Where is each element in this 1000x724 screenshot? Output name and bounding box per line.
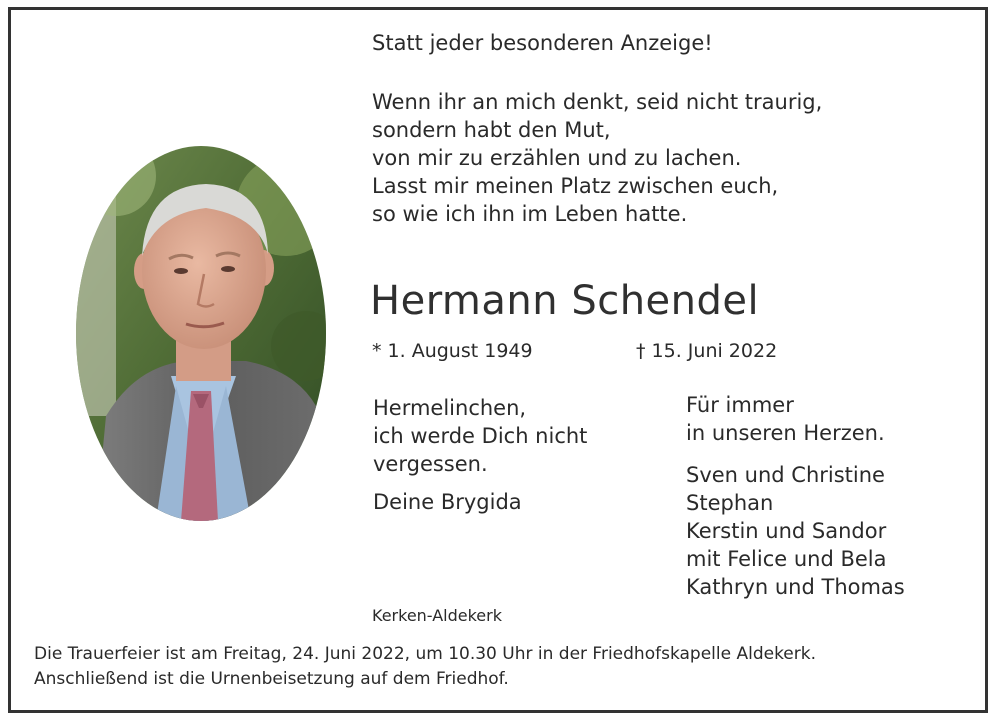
notice-heading: Statt jeder besonderen Anzeige! <box>372 31 713 55</box>
family-member: Kathryn und Thomas <box>686 575 905 599</box>
family-member: Stephan <box>686 491 774 515</box>
birth-date: * 1. August 1949 <box>372 340 533 362</box>
poem-line: Wenn ihr an mich denkt, seid nicht traurig, <box>372 90 823 114</box>
deceased-name: Hermann Schendel <box>370 278 760 324</box>
message-line: ich werde Dich nicht <box>373 424 588 448</box>
spouse-signature: Deine Brygida <box>373 490 522 514</box>
funeral-line: Die Trauerfeier ist am Freitag, 24. Juni 2022, um 10.30 Uhr in der Friedhofskapelle Aldekerk. <box>34 644 817 664</box>
portrait-photo <box>76 146 326 521</box>
family-member: Sven und Christine <box>686 463 885 487</box>
message-line: Hermelinchen, <box>373 396 527 420</box>
poem-line: so wie ich ihn im Leben hatte. <box>372 202 688 226</box>
poem <box>372 88 822 228</box>
poem-line: sondern habt den Mut, <box>372 118 611 142</box>
spouse-message <box>373 394 587 516</box>
family-member: Kerstin und Sandor <box>686 519 887 543</box>
message-line: vergessen. <box>373 452 488 476</box>
family-list <box>686 461 905 601</box>
funeral-line: Anschließend ist die Urnenbeisetzung auf dem Friedhof. <box>34 669 509 689</box>
family-message <box>686 391 905 601</box>
place-name: Kerken-Aldekerk <box>372 606 502 625</box>
death-date: † 15. Juni 2022 <box>636 340 778 362</box>
funeral-info <box>34 642 816 692</box>
family-member: mit Felice und Bela <box>686 547 887 571</box>
message-line: in unseren Herzen. <box>686 421 885 445</box>
poem-line: von mir zu erzählen und zu lachen. <box>372 146 742 170</box>
poem-line: Lasst mir meinen Platz zwischen euch, <box>372 174 779 198</box>
message-line: Für immer <box>686 393 794 417</box>
